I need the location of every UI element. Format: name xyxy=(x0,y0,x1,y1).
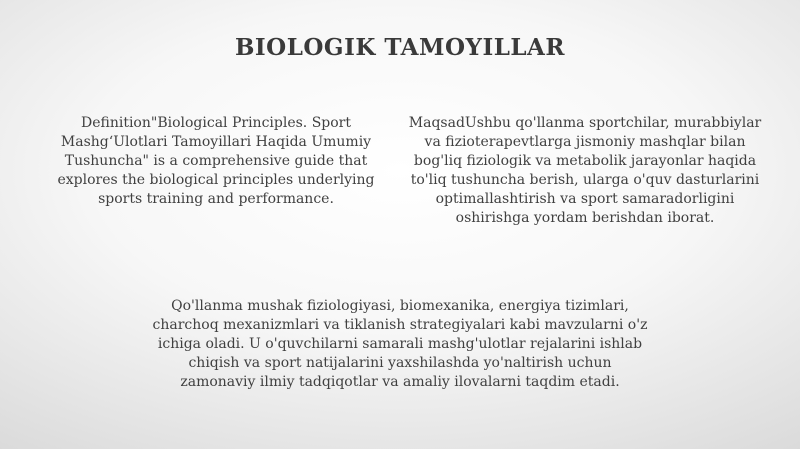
purpose-text: MaqsadUshbu qo'llanma sportchilar, murabbiylar va fizioterapevtlarga jismoniy mashqlar bilan bog'liq fiziologik va metabolik jarayonlar haqida to'liq tushuncha berish, ularga o'quv dasturlarini optimallashtirish va sport samaradorligini oshirishga yordam berishdan iborat. xyxy=(408,115,762,226)
slide-title: BIOLOGIK TAMOYILLAR xyxy=(234,34,566,61)
content-text: Qo'llanma mushak fiziologiyasi, biomexanika, energiya tizimlari, charchoq mexanizmlari va tiklanish strategiyalari kabi mavzularni o'z ichiga oladi. U o'quvchilarni samarali mashg'ulotlar rejalarini ishlab chiqish va sport natijalarini yaxshilashda yo'naltirish uchun zamonaviy ilmiy tadqiqotlar va amaliy ilovalarni taqdim etadi. xyxy=(152,298,648,390)
definition-text: Definition"Biological Principles. Sport Mashg‘Ulotlari Tamoyillari Haqida Umumiy Tushuncha" is a comprehensive guide that explores the biological principles underlying sports training and performance. xyxy=(57,115,375,207)
